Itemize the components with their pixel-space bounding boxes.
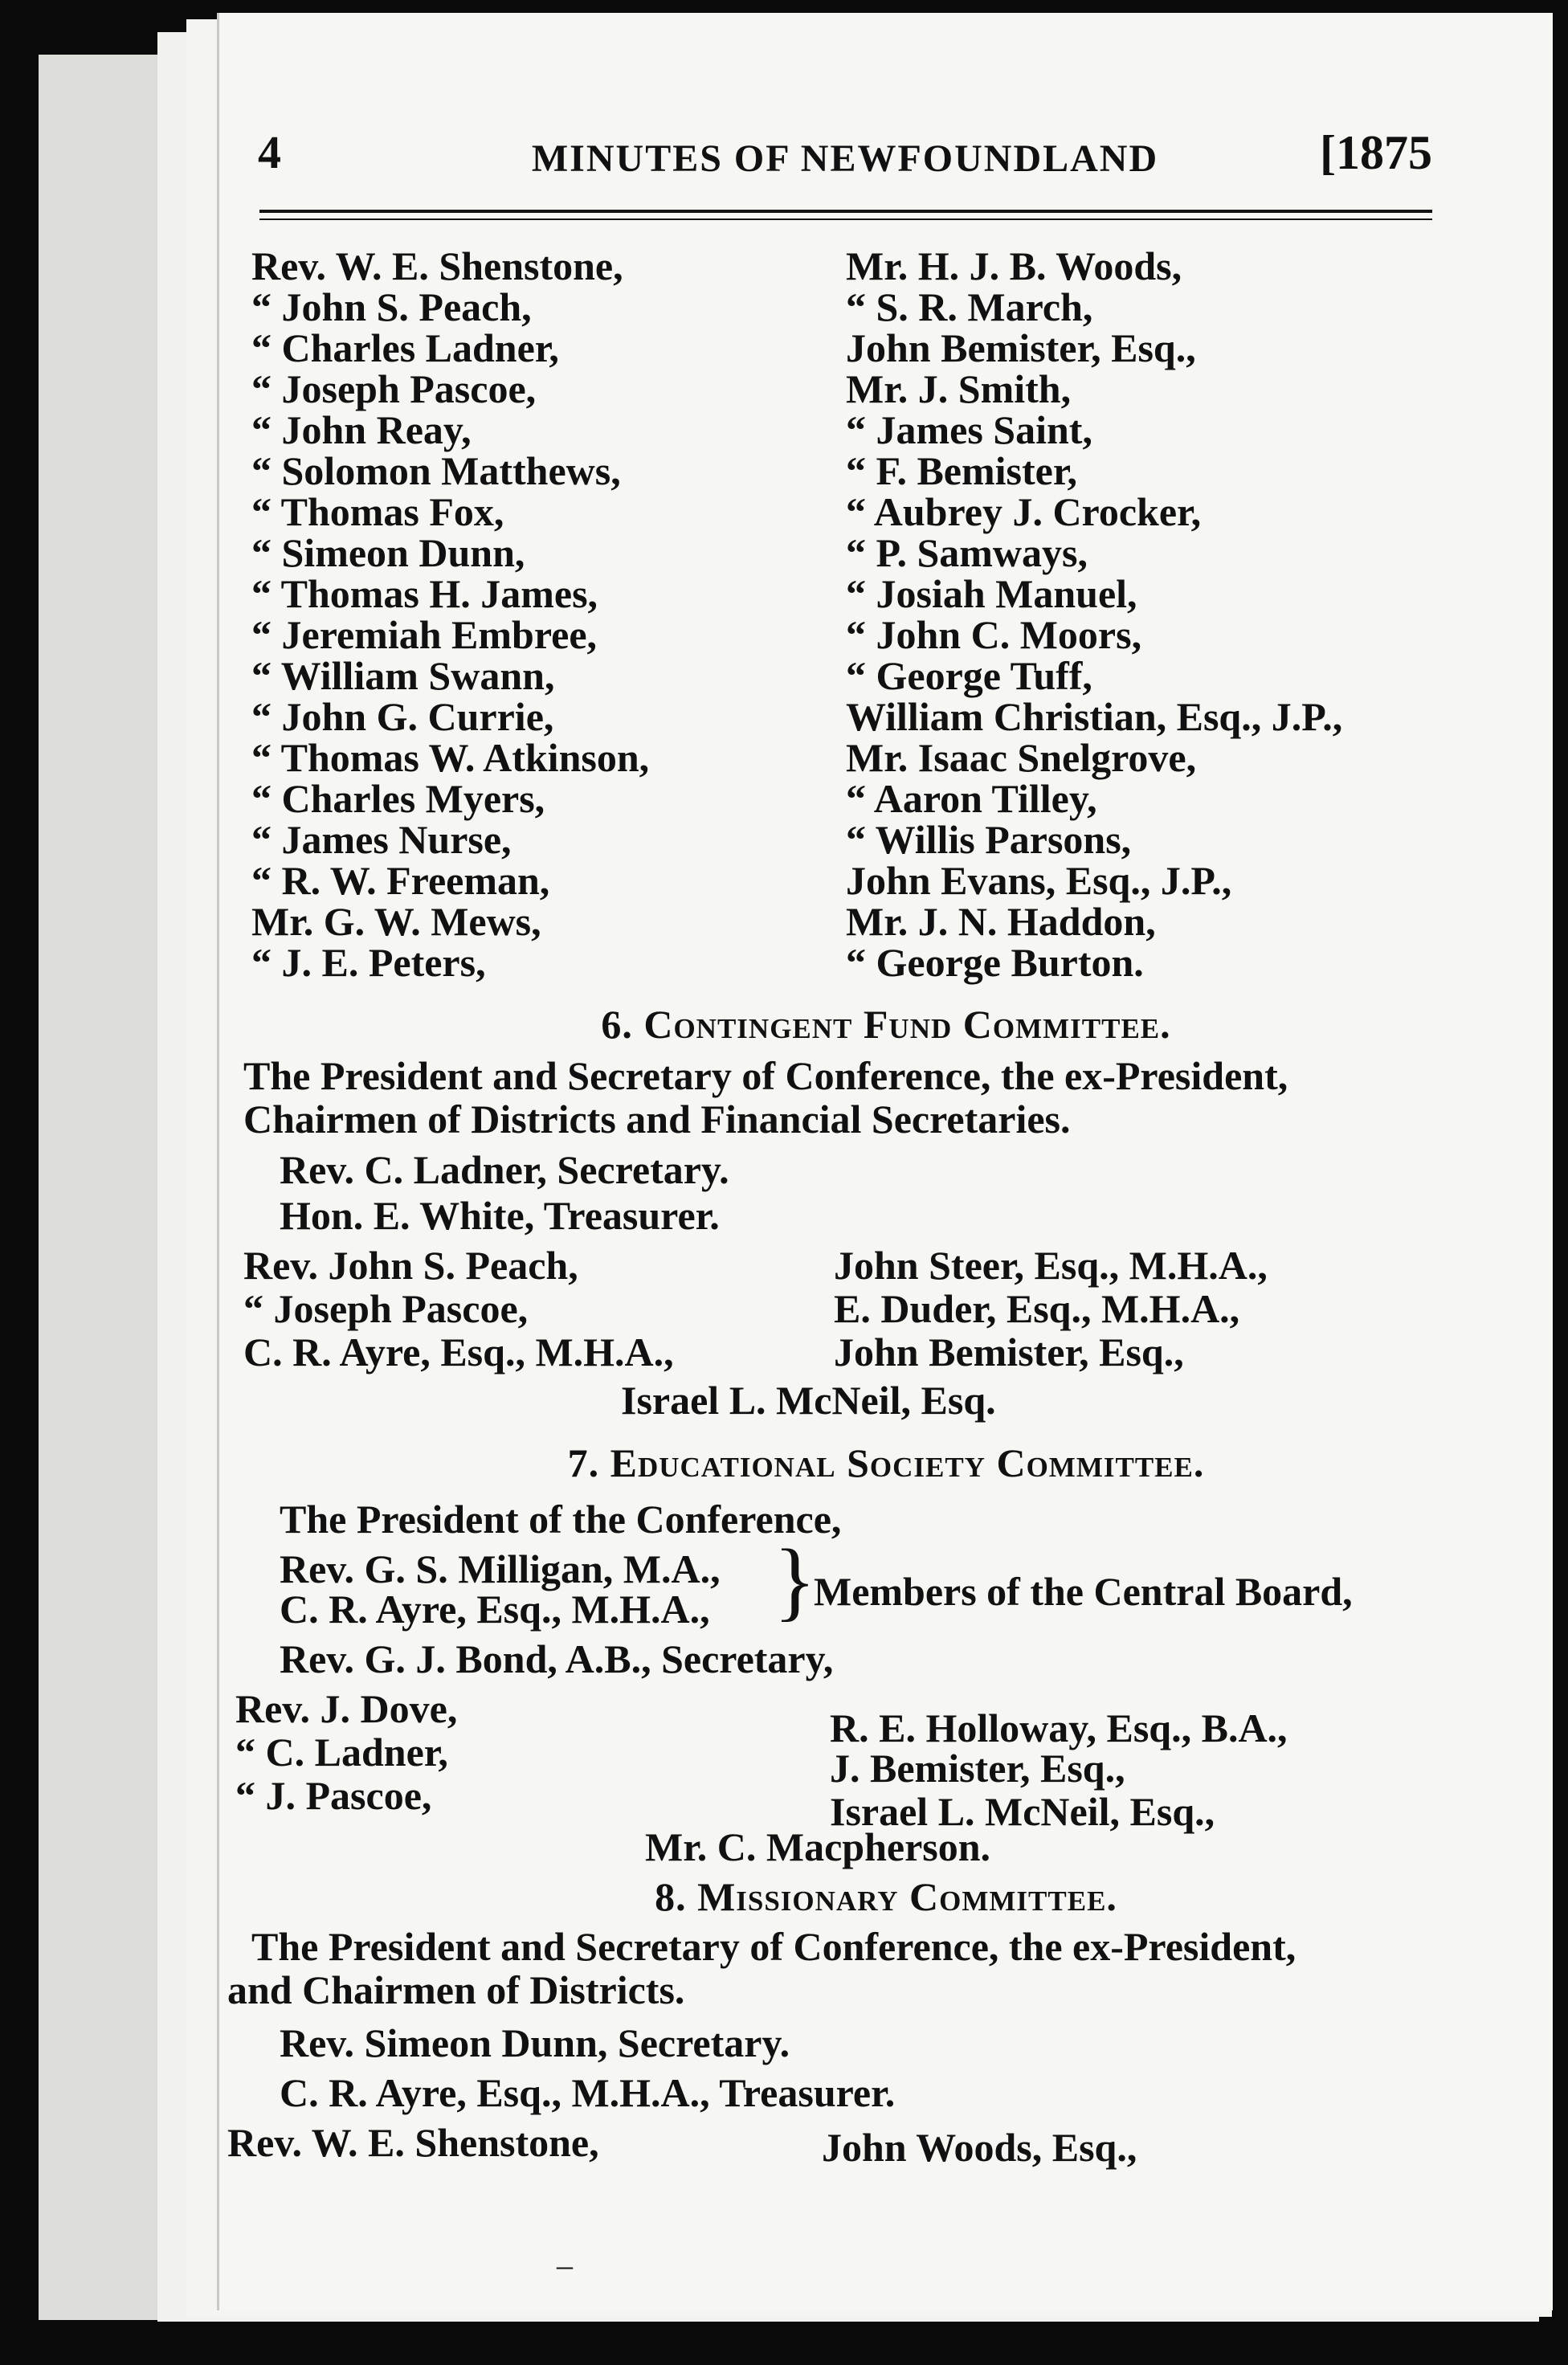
section-heading: 6. Contingent Fund Committee. — [601, 1002, 1171, 1047]
list-item: Mr. G. W. Mews, — [251, 899, 541, 944]
list-item: John Evans, Esq., J.P., — [846, 858, 1232, 903]
list-item: John Bemister, Esq., — [834, 1330, 1184, 1374]
page-number: 4 — [258, 126, 281, 178]
list-item: Mr. C. Macpherson. — [645, 1824, 991, 1869]
list-item: “ Simeon Dunn, — [251, 530, 525, 575]
list-item: “ Charles Ladner, — [251, 325, 559, 370]
section-intro: Chairmen of Districts and Financial Secretaries. — [243, 1097, 1071, 1142]
list-item: “ R. W. Freeman, — [251, 858, 550, 903]
running-title: MINUTES OF NEWFOUNDLAND — [531, 137, 1159, 180]
list-item: John Steer, Esq., M.H.A., — [834, 1243, 1268, 1288]
list-item: John Bemister, Esq., — [846, 325, 1196, 370]
list-item: Mr. H. J. B. Woods, — [846, 243, 1182, 288]
list-item: Rev. W. E. Shenstone, — [227, 2120, 599, 2165]
list-item: “ J. Pascoe, — [235, 1773, 432, 1818]
board-note: Members of the Central Board, — [814, 1569, 1353, 1614]
list-item: “ C. Ladner, — [235, 1730, 448, 1775]
header-rule-thick — [259, 210, 1432, 213]
list-item: “ Thomas W. Atkinson, — [251, 735, 650, 780]
list-item: John Woods, Esq., — [822, 2125, 1137, 2170]
year-label: [1875 — [1320, 126, 1432, 179]
list-item: “ Thomas H. James, — [251, 571, 598, 616]
list-item: “ Aaron Tilley, — [846, 776, 1097, 821]
list-item: “ George Tuff, — [846, 653, 1092, 698]
header-rule-thin — [259, 219, 1432, 220]
secretary-line: Rev. Simeon Dunn, Secretary. — [280, 2020, 790, 2065]
list-item: “ John C. Moors, — [846, 612, 1142, 657]
list-item: Rev. J. Dove, — [235, 1686, 458, 1731]
list-item: Israel L. McNeil, Esq., — [830, 1789, 1215, 1834]
page-footer-dash: – — [557, 2247, 573, 2283]
board-member: Rev. G. S. Milligan, M.A., — [280, 1546, 721, 1591]
treasurer-line: Hon. E. White, Treasurer. — [280, 1193, 720, 1238]
secretary-line: Rev. G. J. Bond, A.B., Secretary, — [280, 1636, 834, 1681]
list-item: Israel L. McNeil, Esq. — [621, 1378, 996, 1423]
section-intro: The President of the Conference, — [280, 1497, 842, 1542]
secretary-line: Rev. C. Ladner, Secretary. — [280, 1147, 729, 1192]
list-item: Mr. J. Smith, — [846, 366, 1072, 411]
list-item: “ James Saint, — [846, 407, 1092, 452]
list-item: “ Aubrey J. Crocker, — [846, 489, 1202, 534]
list-item: R. E. Holloway, Esq., B.A., — [830, 1705, 1288, 1750]
list-item: “ John Reay, — [251, 407, 472, 452]
list-item: Mr. J. N. Haddon, — [846, 899, 1156, 944]
list-item: “ Josiah Manuel, — [846, 571, 1137, 616]
list-item: “ S. R. March, — [846, 284, 1093, 329]
list-item: William Christian, Esq., J.P., — [846, 694, 1343, 739]
list-item: “ John G. Currie, — [251, 694, 554, 739]
list-item: “ Willis Parsons, — [846, 817, 1132, 862]
section-intro: The President and Secretary of Conference, the ex-President, — [251, 1924, 1296, 1969]
list-item: “ F. Bemister, — [846, 448, 1077, 493]
treasurer-line: C. R. Ayre, Esq., M.H.A., Treasurer. — [280, 2070, 896, 2115]
section-heading: 7. Educational Society Committee. — [567, 1440, 1205, 1485]
list-item: “ Thomas Fox, — [251, 489, 504, 534]
list-item: “ James Nurse, — [251, 817, 512, 862]
list-item: “ William Swann, — [251, 653, 555, 698]
list-item: E. Duder, Esq., M.H.A., — [834, 1286, 1240, 1331]
list-item: “ Jeremiah Embree, — [251, 612, 598, 657]
list-item: “ P. Samways, — [846, 530, 1088, 575]
section-heading: 8. Missionary Committee. — [655, 1874, 1117, 1919]
list-item: “ John S. Peach, — [251, 284, 532, 329]
list-item: “ George Burton. — [846, 940, 1144, 985]
list-item: Mr. Isaac Snelgrove, — [846, 735, 1197, 780]
list-item: “ Joseph Pascoe, — [243, 1286, 529, 1331]
list-item: Rev. W. E. Shenstone, — [251, 243, 623, 288]
list-item: “ Solomon Matthews, — [251, 448, 621, 493]
section-intro: and Chairmen of Districts. — [227, 1967, 685, 2012]
list-item: “ Charles Myers, — [251, 776, 545, 821]
list-item: “ J. E. Peters, — [251, 940, 486, 985]
section-intro: The President and Secretary of Conference, the ex-President, — [243, 1053, 1288, 1098]
list-item: “ Joseph Pascoe, — [251, 366, 537, 411]
list-item: C. R. Ayre, Esq., M.H.A., — [243, 1330, 674, 1374]
brace-mark: } — [774, 1531, 816, 1629]
list-item: J. Bemister, Esq., — [830, 1746, 1125, 1791]
list-item: Rev. John S. Peach, — [243, 1243, 578, 1288]
board-member: C. R. Ayre, Esq., M.H.A., — [280, 1587, 710, 1632]
document-page — [217, 13, 1553, 2310]
running-header — [258, 125, 1432, 198]
